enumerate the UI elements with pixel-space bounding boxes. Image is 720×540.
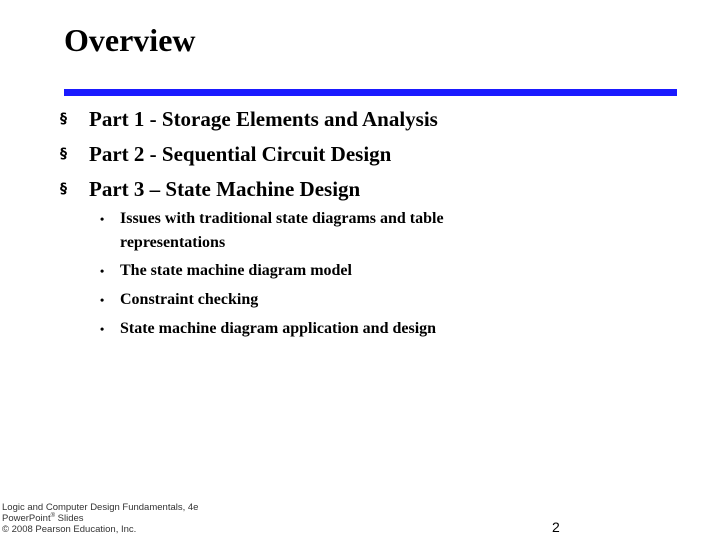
section-bullet-icon: §	[60, 146, 67, 162]
section-bullet-icon: §	[60, 181, 67, 197]
sub-bullet-text: Constraint checking	[120, 291, 259, 308]
footer-slides-label	[2, 513, 198, 524]
footer-product-name: PowerPoint	[2, 513, 51, 524]
slide-title: Overview	[64, 22, 196, 58]
dot-bullet-icon: •	[100, 322, 105, 336]
footer-book-title: Logic and Computer Design Fundamentals, 4e	[2, 502, 199, 513]
title-divider	[64, 89, 677, 96]
sub-bullet-text: Issues with traditional state diagrams and table representations	[120, 210, 444, 251]
section-bullet-icon: §	[60, 111, 67, 127]
registered-mark: ®	[50, 512, 56, 519]
dot-bullet-icon: •	[100, 293, 105, 307]
bullet-text: Part 3 – State Machine Design	[89, 177, 361, 201]
footer-credits	[2, 502, 198, 535]
bullet-text: Part 1 - Storage Elements and Analysis	[89, 107, 438, 131]
dot-bullet-icon: •	[100, 264, 105, 278]
bullet-text: Part 2 - Sequential Circuit Design	[89, 142, 392, 166]
dot-bullet-icon: •	[100, 212, 105, 226]
sub-bullet-text: State machine diagram application and design	[120, 320, 437, 337]
footer-copyright: © 2008 Pearson Education, Inc.	[2, 524, 137, 535]
page-number: 2	[552, 519, 560, 535]
footer-slides-word: Slides	[55, 513, 84, 524]
sub-bullet-text: The state machine diagram model	[120, 262, 352, 279]
